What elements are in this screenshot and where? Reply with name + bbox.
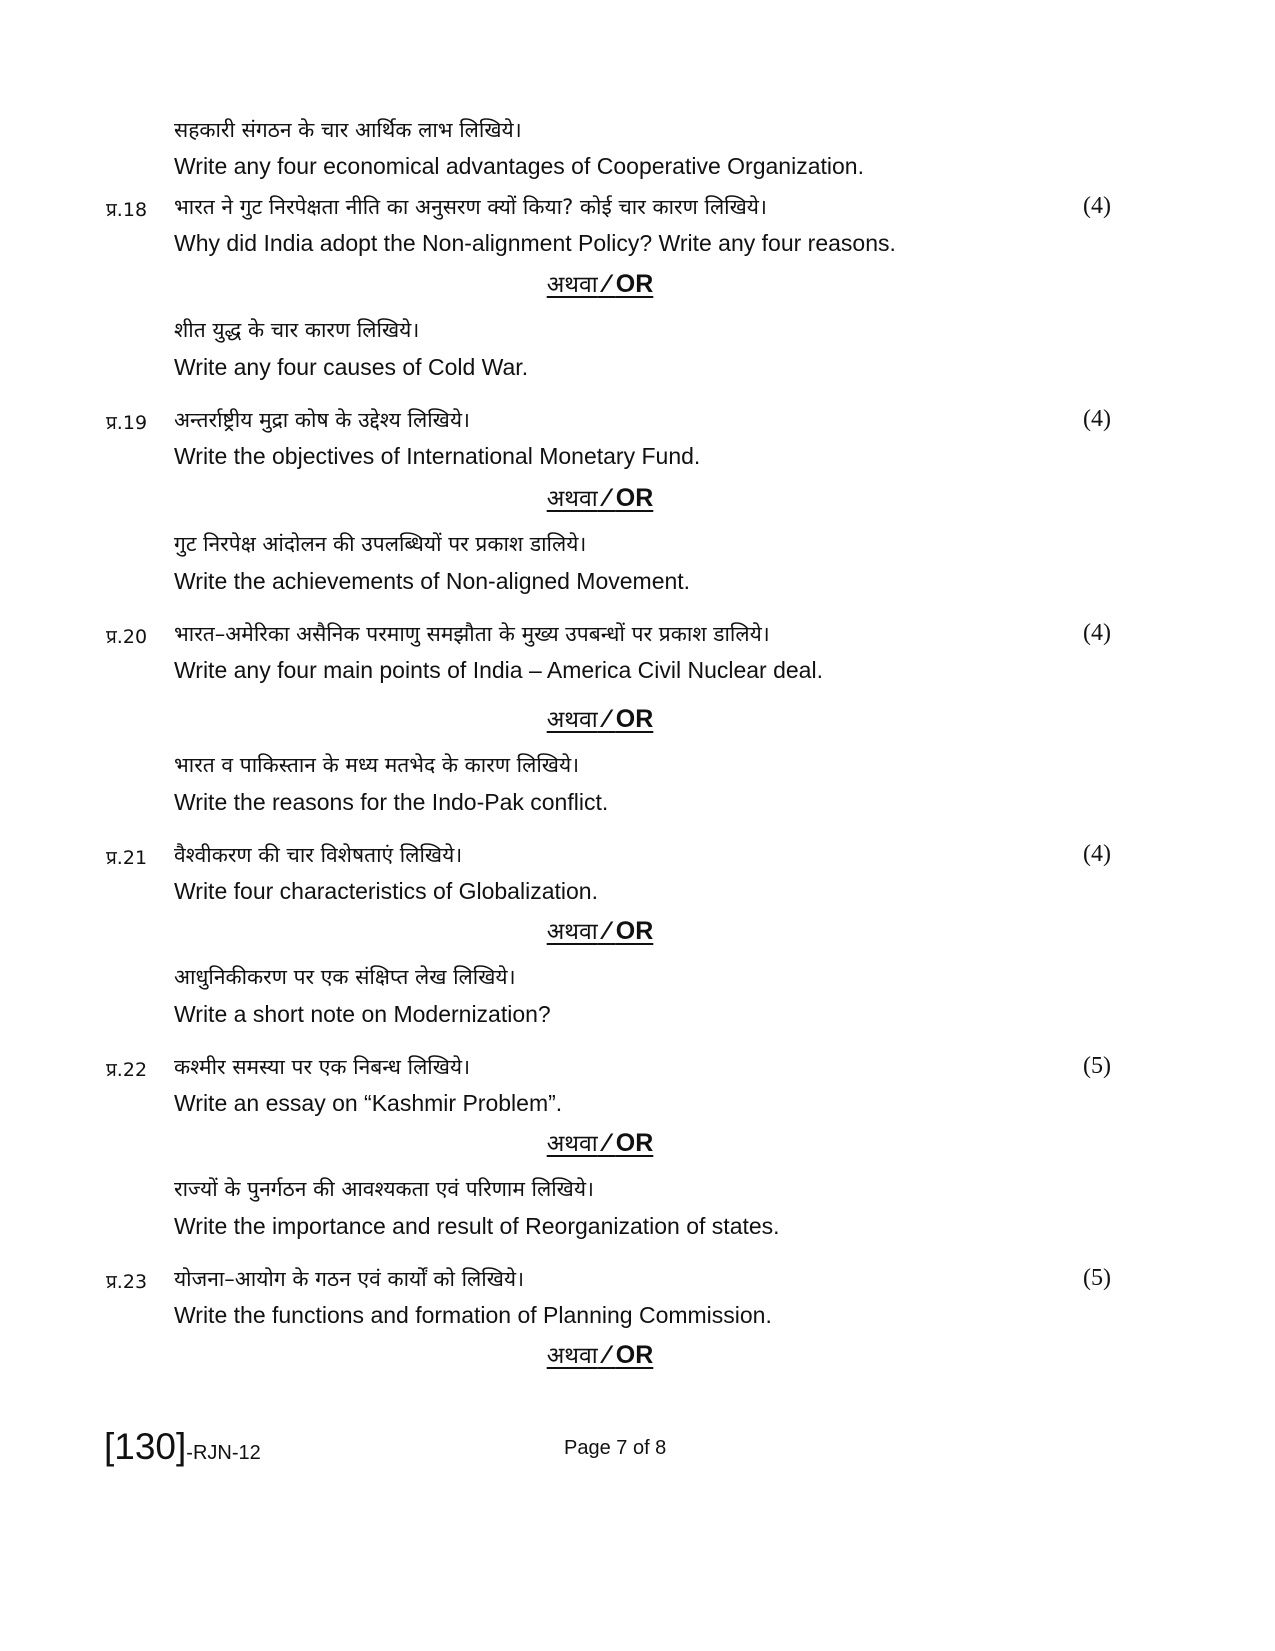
- or-label-english: OR: [615, 1341, 654, 1369]
- or-label-slash: ⁄: [597, 705, 616, 733]
- question-marks: (4): [1083, 620, 1111, 646]
- paper-code-number: [130]: [104, 1426, 187, 1467]
- question-marks: (4): [1083, 406, 1111, 432]
- alt-question-text-hindi: गुट निरपेक्ष आंदोलन की उपलब्धियों पर प्रकाश डालिये।: [174, 532, 587, 556]
- question-number: प्र.22: [106, 1059, 148, 1081]
- alt-question-text-hindi: आधुनिकीकरण पर एक संक्षिप्त लेख लिखिये।: [174, 965, 516, 989]
- or-separator: [532, 1126, 668, 1158]
- question-text-english: Write the functions and formation of Planning Commission.: [174, 1302, 772, 1328]
- question-number: प्र.21: [106, 847, 148, 869]
- or-label-hindi: अथवा: [546, 486, 598, 512]
- question-text-hindi: वैश्वीकरण की चार विशेषताएं लिखिये।: [174, 843, 463, 867]
- alt-question-text-english: Write any four causes of Cold War.: [174, 354, 529, 380]
- question-text-english: Why did India adopt the Non-alignment Policy? Write any four reasons.: [174, 230, 896, 256]
- alt-question-text-hindi: राज्यों के पुनर्गठन की आवश्यकता एवं परिणाम लिखिये।: [174, 1177, 594, 1201]
- or-separator: [532, 702, 668, 734]
- or-separator: [532, 1338, 668, 1370]
- question-marks: (4): [1083, 193, 1111, 219]
- or-separator: [532, 267, 668, 299]
- or-separator: [532, 481, 668, 513]
- question-number: प्र.19: [106, 412, 148, 434]
- question-marks: (4): [1083, 841, 1111, 867]
- or-label-slash: ⁄: [597, 484, 616, 512]
- or-label-hindi: अथवा: [546, 1343, 598, 1369]
- alt-question-text-english: Write a short note on Modernization?: [174, 1001, 551, 1027]
- or-label-hindi: अथवा: [546, 1131, 598, 1157]
- question-text-english: Write the objectives of International Monetary Fund.: [174, 443, 701, 469]
- text-line: सहकारी संगठन के चार आर्थिक लाभ लिखिये।: [174, 118, 522, 142]
- or-label-english: OR: [615, 705, 654, 733]
- question-text-hindi: कश्मीर समस्या पर एक निबन्ध लिखिये।: [174, 1055, 471, 1079]
- or-label-slash: ⁄: [597, 270, 616, 298]
- or-label-hindi: अथवा: [546, 919, 598, 945]
- or-label-slash: ⁄: [597, 917, 616, 945]
- paper-code-suffix: -RJN-12: [186, 1442, 261, 1464]
- question-marks: (5): [1083, 1265, 1111, 1291]
- question-number: प्र.23: [106, 1271, 148, 1293]
- or-label-english: OR: [615, 484, 654, 512]
- or-label-english: OR: [615, 1129, 654, 1157]
- or-label-english: OR: [615, 270, 654, 298]
- question-text-hindi: भारत ने गुट निरपेक्षता नीति का अनुसरण क्यों किया? कोई चार कारण लिखिये।: [174, 195, 767, 219]
- or-label-english: OR: [615, 917, 654, 945]
- question-text-hindi: अन्तर्राष्ट्रीय मुद्रा कोष के उद्देश्य लिखिये।: [174, 408, 470, 432]
- question-number: प्र.18: [106, 199, 148, 221]
- or-separator: [532, 914, 668, 946]
- alt-question-text-english: Write the reasons for the Indo-Pak conflict.: [174, 789, 609, 815]
- page-number: Page 7 of 8: [564, 1437, 667, 1459]
- alt-question-text-hindi: शीत युद्ध के चार कारण लिखिये।: [174, 318, 420, 342]
- or-label-hindi: अथवा: [546, 707, 598, 733]
- paper-code: [104, 1426, 261, 1468]
- question-marks: (5): [1083, 1053, 1111, 1079]
- question-text-english: Write four characteristics of Globalization.: [174, 878, 598, 904]
- question-number: प्र.20: [106, 626, 148, 648]
- or-label-hindi: अथवा: [546, 272, 598, 298]
- alt-question-text-english: Write the achievements of Non-aligned Movement.: [174, 568, 691, 594]
- question-text-hindi: भारत–अमेरिका असैनिक परमाणु समझौता के मुख्य उपबन्धों पर प्रकाश डालिये।: [174, 622, 770, 646]
- question-text-english: Write an essay on “Kashmir Problem”.: [174, 1090, 563, 1116]
- text-line: Write any four economical advantages of Cooperative Organization.: [174, 153, 864, 179]
- alt-question-text-english: Write the importance and result of Reorganization of states.: [174, 1213, 780, 1239]
- alt-question-text-hindi: भारत व पाकिस्तान के मध्य मतभेद के कारण लिखिये।: [174, 753, 580, 777]
- or-label-slash: ⁄: [597, 1129, 616, 1157]
- question-text-english: Write any four main points of India – America Civil Nuclear deal.: [174, 657, 823, 683]
- question-text-hindi: योजना–आयोग के गठन एवं कार्यों को लिखिये।: [174, 1267, 525, 1291]
- or-label-slash: ⁄: [597, 1341, 616, 1369]
